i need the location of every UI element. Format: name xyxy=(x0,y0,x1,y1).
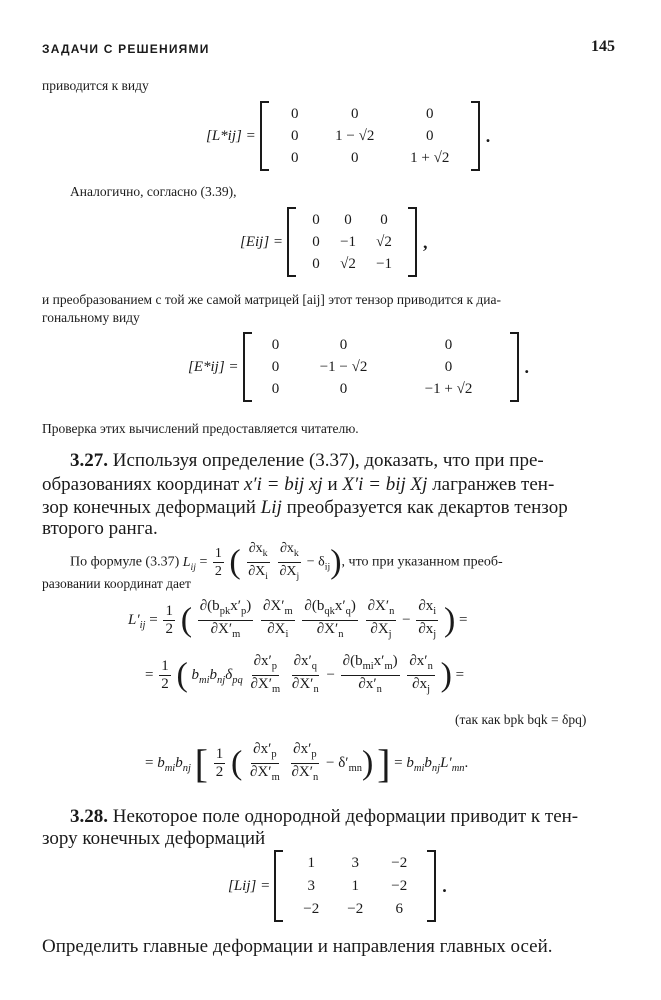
problem-327-line-1 xyxy=(70,450,544,472)
matrix-cell: 1 + √2 xyxy=(410,150,450,166)
matrix-cell: 0 xyxy=(425,106,434,122)
matrix-cell: 1 xyxy=(351,877,359,894)
matrix-l-star xyxy=(206,101,490,171)
solution-note: (так как bpk bqk = δpq) xyxy=(455,712,587,727)
matrix-cell: √2 xyxy=(340,256,356,272)
matrix-e-star xyxy=(188,332,529,402)
problem-327-line-3 xyxy=(42,497,568,519)
matrix-body xyxy=(296,207,408,277)
matrix-label: [Lij] = xyxy=(228,877,271,894)
problem-text: и xyxy=(327,474,338,495)
matrix-cell: 0 xyxy=(290,150,299,166)
derivation-step-2: = $\frac{1}{2}$ ( $b_{mi}b_{nj}\delta_{pq}$ $\frac{\partial x'_p}{\partial X'_m}$ $\frac{\partial x'_q}{\partial X'_n}$ − $\frac{\partial(b_{mi}x'_m)}{\partial x'_n}$ $\frac{\partial x'_n}{\partial x_j}$ ) = xyxy=(145,653,465,695)
definition-formula: По формуле (3.37) $L_{ij}$ = $\frac{1}{2}$ ( $\frac{\partial x_k}{\partial X_i}$ $\frac{\partial x_k}{\partial X_j}$ − $\delta_{ij}$), что при указанном преоб- xyxy=(70,541,503,582)
problem-328-line-2: зору конечных деформаций xyxy=(42,828,266,849)
transform-line-1: и преобразованием с той же самой матрицей [aij] этот тензор приводится к диа- xyxy=(42,292,501,307)
problem-327-line-2 xyxy=(42,474,554,496)
matrix-cell: −2 xyxy=(391,877,408,894)
matrix-trail: . xyxy=(442,875,447,896)
matrix-cell: −2 xyxy=(347,900,364,917)
problem-text: Используя определение (3.37), доказать, что при пре- xyxy=(112,450,544,471)
matrix-cell: 0 xyxy=(344,212,352,228)
matrix-cell: 0 xyxy=(271,337,280,353)
matrix-e xyxy=(240,207,428,277)
matrix-cell: −2 xyxy=(391,855,408,872)
matrix-cell: 0 xyxy=(271,381,280,397)
transform-line-2: гональному виду xyxy=(42,310,140,325)
matrix-cell: 1 xyxy=(307,855,315,872)
matrix-cell: 0 xyxy=(290,128,299,144)
matrix-trail: . xyxy=(485,125,491,146)
matrix-cell: −1 + √2 xyxy=(424,381,473,397)
problem-328-line-1 xyxy=(70,806,578,828)
left-bracket xyxy=(260,101,269,171)
analog-text: Аналогично, согласно (3.39), xyxy=(70,184,237,199)
matrix-body xyxy=(252,332,510,402)
matrix-cell: 0 xyxy=(339,337,348,353)
problem-text: зор конечных деформаций xyxy=(42,497,256,518)
matrix-cell: 3 xyxy=(307,877,315,894)
problem-text: Некоторое поле однородной деформации приводит к тен- xyxy=(112,806,579,827)
matrix-cell: 0 xyxy=(350,106,359,122)
matrix-label: [Eij] = xyxy=(240,233,284,250)
matrix-cell: √2 xyxy=(376,234,392,250)
derivation-step-1: $L'_{ij}$ = $\frac{1}{2}$ ( $\frac{\partial(b_{pk}x'_p)}{\partial X'_m}$ $\frac{\partial X'_m}{\partial X_i}$ $\frac{\partial(b_{qk}x'_q)}{\partial X'_n}$ $\frac{\partial X'_n}{\partial X_j}$ − $\frac{\partial x_i}{\partial x_j}$ ) = xyxy=(128,598,468,640)
page-number: 145 xyxy=(591,38,615,55)
matrix-label: [E*ij] = xyxy=(188,358,239,375)
matrix-cell: 6 xyxy=(395,900,403,917)
equation: x′i = bij xj xyxy=(244,474,323,495)
right-bracket xyxy=(510,332,519,402)
matrix-body xyxy=(269,101,471,171)
solution-text: , что при указанном преоб- xyxy=(341,554,503,570)
problem-text: преобразуется как декартов тензор xyxy=(286,497,568,518)
running-header: ЗАДАЧИ С РЕШЕНИЯМИ xyxy=(42,42,210,56)
solution-line-2: разовании координат дает xyxy=(42,576,191,591)
matrix-cell: 0 xyxy=(444,359,453,375)
derivation-step-3: = $b_{mi}b_{nj}$ [ $\frac{1}{2}$ ( $\frac{\partial x'_p}{\partial X'_m}$ $\frac{\partial x'_p}{\partial X'_n}$ − $\delta'_{mn}$) ] = $b_{mi}b_{nj}L'_{mn}$. xyxy=(145,741,469,786)
equation: X′i = bij Xj xyxy=(342,474,428,495)
matrix-trail: , xyxy=(423,231,428,252)
final-task: Определить главные деформации и направления главных осей. xyxy=(42,936,553,957)
matrix-cell: −1 − √2 xyxy=(319,359,368,375)
matrix-cell: 0 xyxy=(339,381,348,397)
problem-text: образованиях координат xyxy=(42,474,240,495)
matrix-cell: −1 xyxy=(376,256,393,272)
matrix-cell: 0 xyxy=(312,256,320,272)
left-bracket xyxy=(287,207,296,277)
left-bracket xyxy=(243,332,252,402)
matrix-cell: 0 xyxy=(312,212,320,228)
matrix-cell: 0 xyxy=(271,359,280,375)
right-bracket xyxy=(427,850,436,922)
matrix-l xyxy=(228,850,447,922)
intro-text: приводится к виду xyxy=(42,78,149,93)
matrix-cell: −1 xyxy=(340,234,357,250)
matrix-cell: −2 xyxy=(303,900,320,917)
matrix-body xyxy=(283,850,427,922)
problem-text: лагранжев тен- xyxy=(432,474,555,495)
matrix-cell: 0 xyxy=(290,106,299,122)
matrix-cell: 0 xyxy=(444,337,453,353)
problem-327-line-4: второго ранга. xyxy=(42,518,158,539)
left-bracket xyxy=(274,850,283,922)
matrix-cell: 0 xyxy=(350,150,359,166)
matrix-cell: 3 xyxy=(351,855,359,872)
solution-text: По формуле (3.37) xyxy=(70,554,180,570)
matrix-cell: 0 xyxy=(425,128,434,144)
right-bracket xyxy=(471,101,480,171)
matrix-cell: 0 xyxy=(380,212,388,228)
symbol: Lij xyxy=(260,497,282,518)
matrix-label: [L*ij] = xyxy=(206,127,256,144)
matrix-cell: 0 xyxy=(312,234,320,250)
problem-number: 3.27. xyxy=(70,450,108,471)
problem-number: 3.28. xyxy=(70,806,108,827)
right-bracket xyxy=(408,207,417,277)
matrix-trail: . xyxy=(524,356,530,377)
matrix-cell: 1 − √2 xyxy=(335,128,375,144)
check-text: Проверка этих вычислений предоставляется читателю. xyxy=(42,421,359,436)
